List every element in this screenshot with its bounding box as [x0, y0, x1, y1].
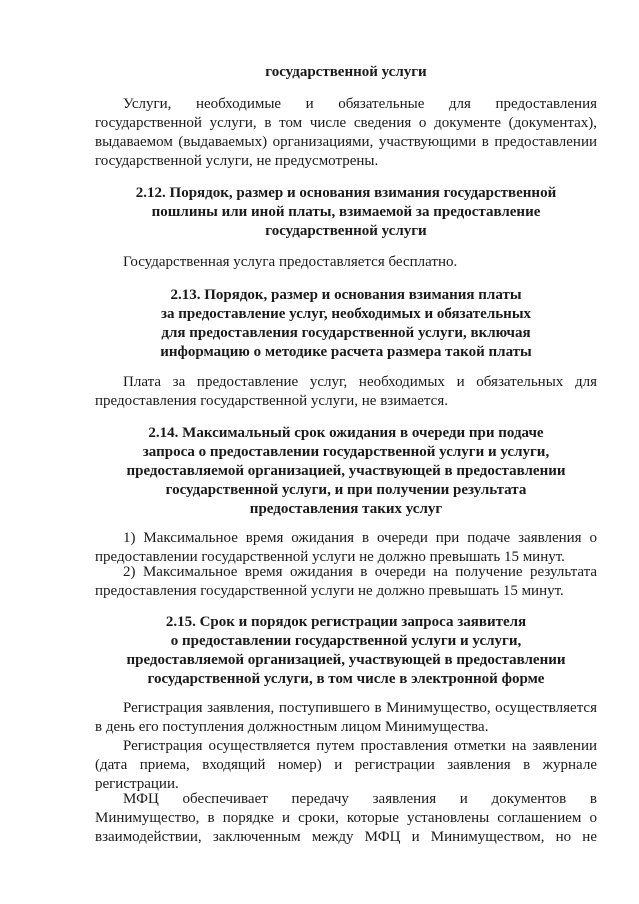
- section-heading-2-15: [95, 613, 597, 689]
- paragraph-text: 2) Максимальное время ожидания в очереди на получение результата предоставления государственной услуги не должно превышать 15 минут.: [95, 564, 597, 599]
- heading-line: 2.12. Порядок, размер и основания взимания государственной: [135, 185, 557, 201]
- paragraph-registration-method: [95, 737, 597, 794]
- paragraph-line: Минимущество, в порядке и сроки, которые установлены соглашением о: [95, 810, 597, 826]
- paragraph-free-service: [95, 253, 597, 272]
- section-heading-2-14: [95, 424, 597, 519]
- heading-line: государственной услуги: [265, 223, 427, 239]
- heading-line: информацию о методике расчета размера такой платы: [160, 344, 532, 360]
- paragraph-text: Регистрация заявления, поступившего в Минимущество, осуществляется в день его поступления должностным лицом Минимущества.: [95, 700, 597, 735]
- heading-line: о предоставлении государственной услуги и услуги,: [170, 633, 522, 649]
- heading-line: пошлины или иной платы, взимаемой за предоставление: [151, 204, 541, 220]
- heading-line: 2.13. Порядок, размер и основания взимания платы: [170, 287, 522, 303]
- section-heading-2-13: [95, 286, 597, 362]
- paragraph-services: [95, 95, 597, 171]
- paragraph-text: Услуги, необходимые и обязательные для предоставления государственной услуги, в том числе сведения о документе (документах), выдаваемом (выдаваемых) организациями, участвующими в предоставлении государственной услуги, не предусмотрены.: [95, 96, 597, 169]
- paragraph-wait-submission: [95, 529, 597, 567]
- heading-line: предоставляемой организацией, участвующей в предоставлении: [126, 652, 566, 668]
- paragraph-wait-result: [95, 563, 597, 601]
- paragraph-registration-day: [95, 699, 597, 737]
- heading-line: для предоставления государственной услуги, включая: [161, 325, 531, 341]
- paragraph-no-fee: [95, 373, 597, 411]
- heading-line: 2.14. Максимальный срок ожидания в очереди при подаче: [148, 425, 544, 441]
- top-title: [95, 63, 597, 82]
- heading-line: 2.15. Срок и порядок регистрации запроса заявителя: [165, 614, 527, 630]
- heading-line: за предоставление услуг, необходимых и обязательных: [160, 306, 532, 322]
- paragraph-text: Государственная услуга предоставляется бесплатно.: [123, 254, 458, 270]
- paragraph-text: 1) Максимальное время ожидания в очереди при подаче заявления о предоставлении государственной услуги не должно превышать 15 минут.: [95, 530, 597, 565]
- top-title-line: государственной услуги: [265, 64, 427, 80]
- heading-line: предоставления таких услуг: [249, 501, 443, 517]
- heading-line: государственной услуги, и при получении результата: [165, 482, 527, 498]
- paragraph-text: Плата за предоставление услуг, необходимых и обязательных для предоставления государственной услуги, не взимается.: [95, 374, 597, 409]
- heading-line: предоставляемой организацией, участвующей в предоставлении: [126, 463, 566, 479]
- paragraph-text: Регистрация осуществляется путем проставления отметки на заявлении (дата приема, входящий номер) и регистрации заявления в журнале регистрации.: [95, 738, 597, 792]
- section-heading-2-12: [95, 184, 597, 241]
- heading-line: государственной услуги, в том числе в электронной форме: [147, 671, 545, 687]
- paragraph-mfc-transfer: [95, 790, 597, 847]
- paragraph-line: взаимодействии, заключенным между МФЦ и Минимуществом, но не: [95, 829, 597, 845]
- heading-line: запроса о предоставлении государственной услуги и услуги,: [142, 444, 550, 460]
- paragraph-line: МФЦ обеспечивает передачу заявления и документов в: [123, 791, 597, 807]
